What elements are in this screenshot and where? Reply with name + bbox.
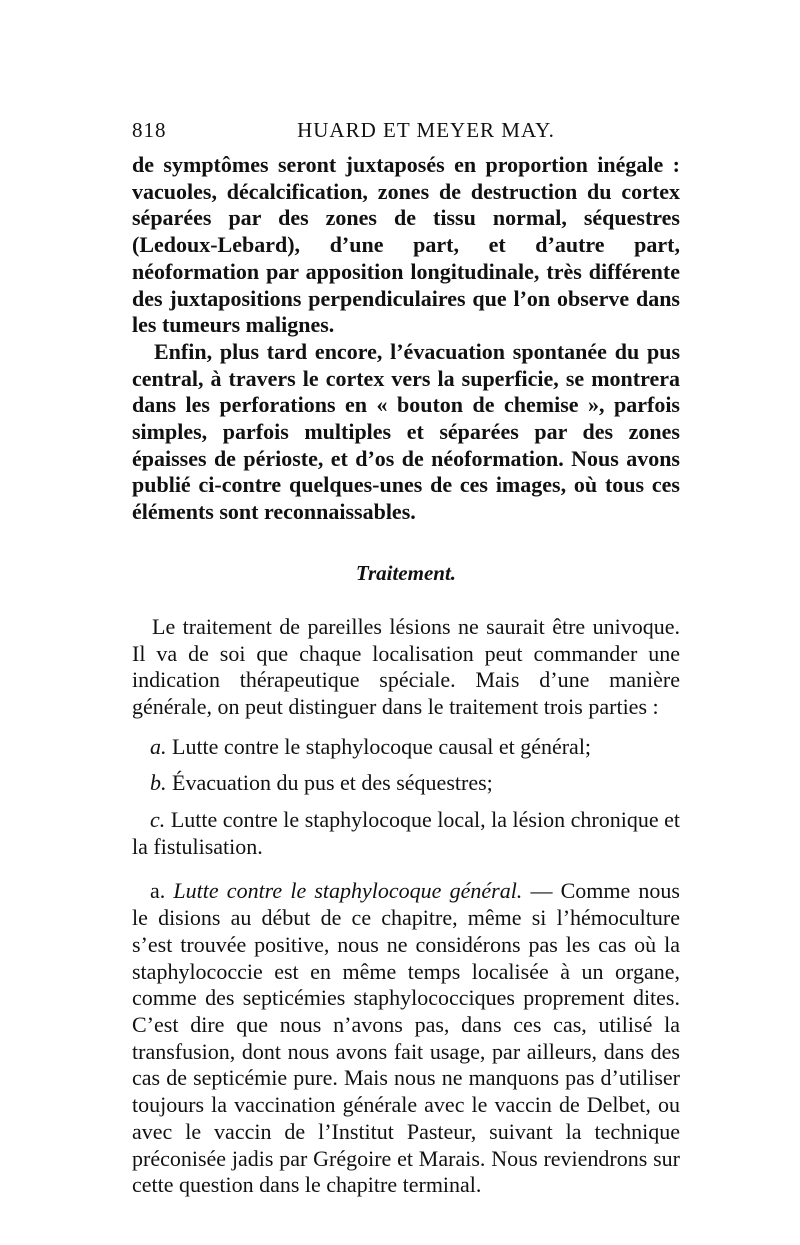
page-number: 818: [132, 118, 167, 142]
paragraph-general-staph: [132, 878, 680, 1198]
list-item-label: c.: [150, 807, 166, 833]
list-item: [132, 807, 680, 860]
book-page: [132, 118, 680, 1199]
paragraph-symptoms: de symptômes seront juxtaposés en proportion inégale : vacuoles, décalcification, zones de destruction du cortex séparées par des zones de tissu normal, séquestres (Ledoux-Lebard), d’une part, et d’autre part, néoformation par apposition longitudinale, très différente des juxtapositions perpendiculaires que l’on observe dans les tumeurs malignes.: [132, 152, 680, 338]
subsection-title: Lutte contre le staphylocoque général.: [173, 878, 523, 904]
subsection-text: — Comme nous le disions au début de ce chapitre, même si l’hémoculture s’est trouvée positive, nous ne considérons pas les cas où la staphylococcie est en même temps localisée à un organe, comme des septicémies staphylococciques proprement dites. C’est dire que nous n’avons pas, dans ces cas, utilisé la transfusion, dont nous avons fait usage, par ailleurs, dans des cas de septicémie pure. Mais nous ne manquons pas d’utiliser toujours la vaccination générale avec le vaccin de Delbet, ou avec le vaccin de l’Institut Pasteur, suivant la technique préconisée jadis par Grégoire et Marais. Nous reviendrons sur cette question dans le chapitre terminal.: [132, 878, 680, 1198]
list-item-label: b.: [150, 770, 167, 796]
list-item: [132, 734, 680, 761]
list-item-text: Évacuation du pus et des séquestres;: [172, 770, 493, 796]
page-header: [132, 118, 680, 144]
list-item: [132, 770, 680, 797]
subsection-label: a.: [150, 878, 166, 904]
paragraph-treatment-intro: Le traitement de pareilles lésions ne saurait être univoque. Il va de soi que chaque localisation peut commander une indication thérapeutique spéciale. Mais d’une manière générale, on peut distinguer dans le traitement trois parties :: [132, 613, 680, 719]
list-item-text: Lutte contre le staphylocoque local, la lésion chronique et la fistulisation.: [132, 807, 680, 859]
running-head: HUARD ET MEYER MAY.: [297, 118, 555, 142]
list-item-label: a.: [150, 733, 167, 759]
paragraph-evacuation: Enfin, plus tard encore, l’évacuation spontanée du pus central, à travers le cortex vers la superficie, se montrera dans les perforations en « bouton de chemise », parfois simples, parfois multiples et séparées par des zones épaisses de périoste, et d’os de néoformation. Nous avons publié ci-contre quelques-unes de ces images, où tous ces éléments sont reconnaissables.: [132, 338, 680, 525]
list-item-text: Lutte contre le staphylocoque causal et général;: [172, 733, 592, 759]
section-title: Traitement.: [355, 560, 457, 585]
